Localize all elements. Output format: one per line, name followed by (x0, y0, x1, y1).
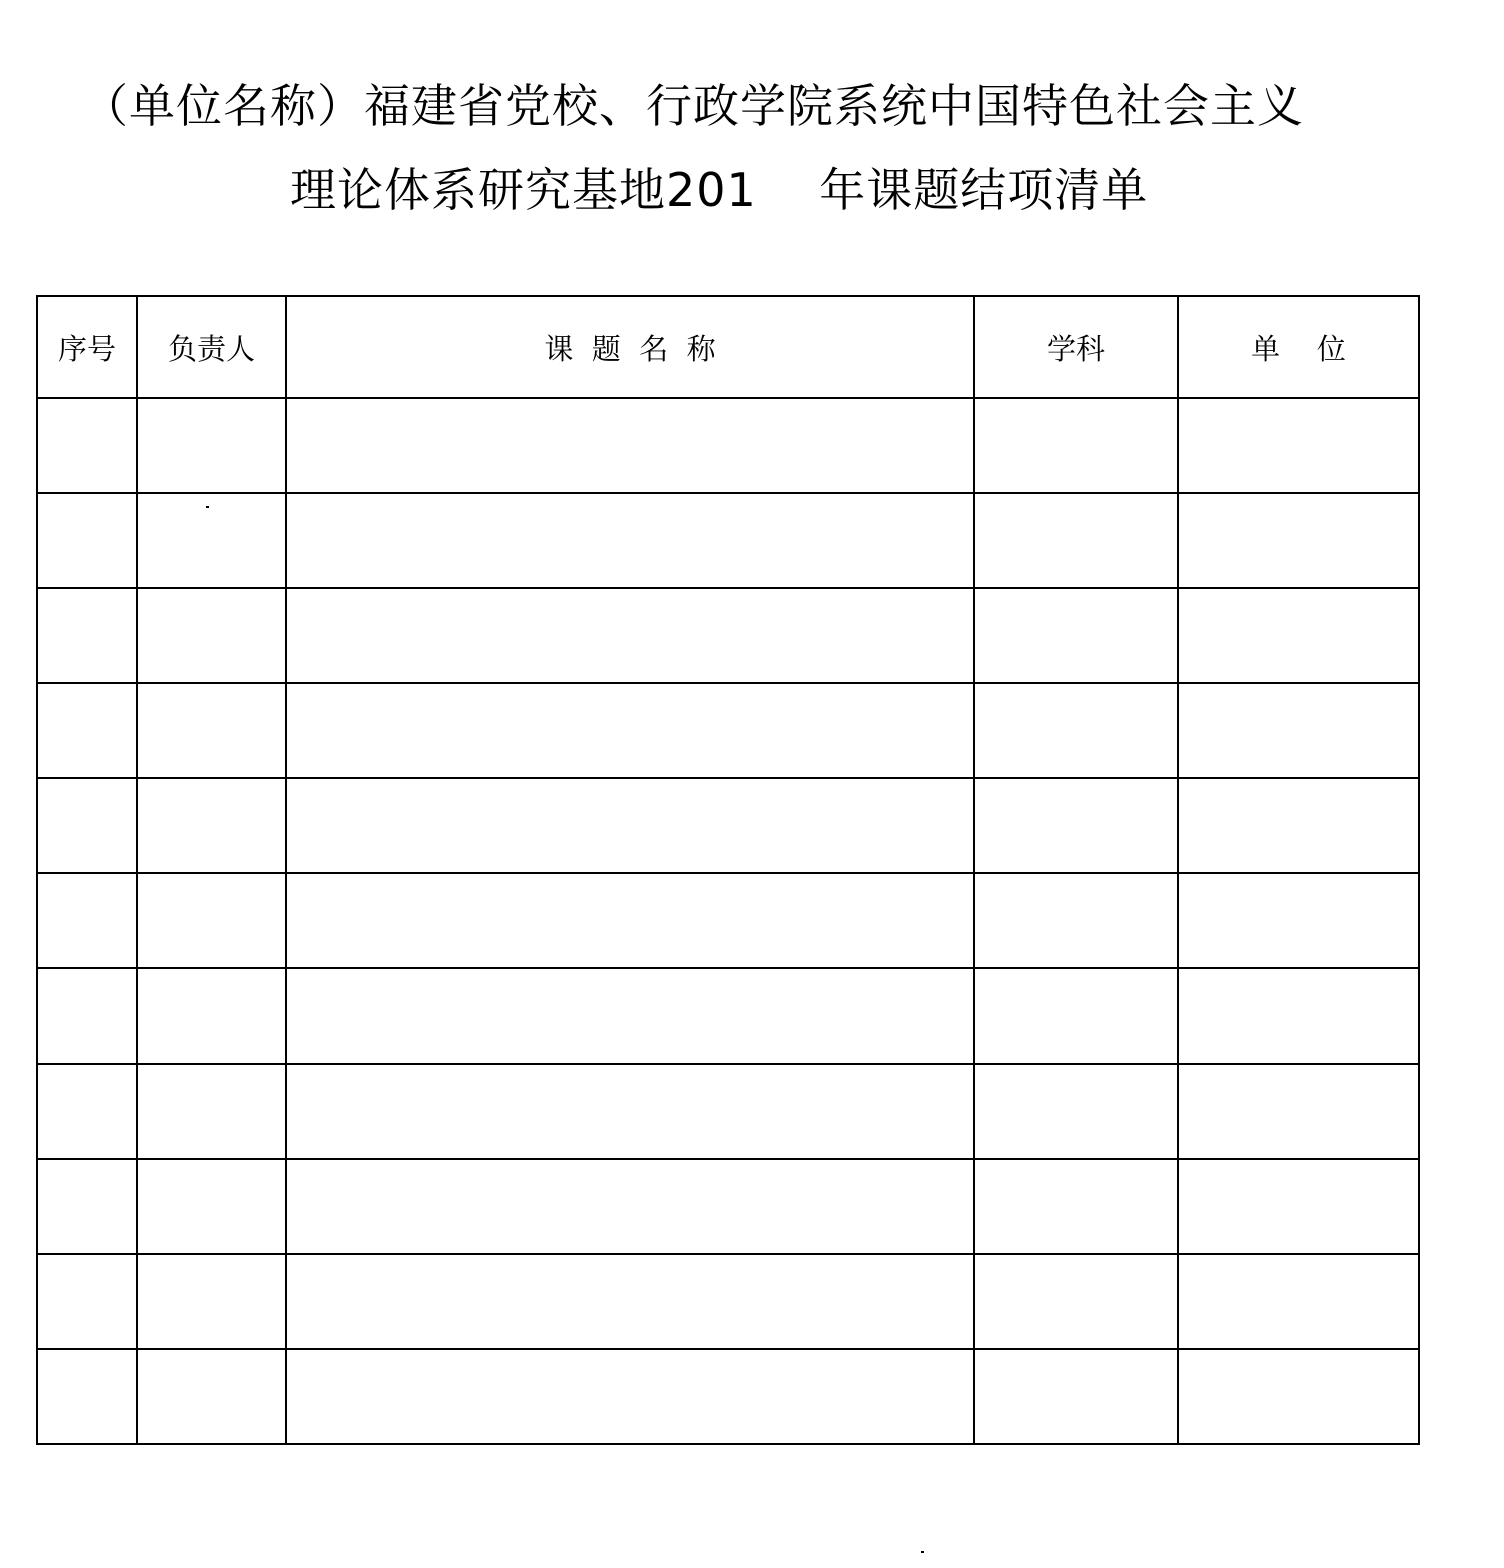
cell-unit (1178, 1254, 1419, 1349)
cell-seq (37, 493, 137, 588)
cell-topic (286, 493, 974, 588)
header-leader: 负责人 (137, 296, 286, 398)
table-row (37, 588, 1419, 683)
table-header-row (37, 296, 1419, 398)
cell-topic (286, 683, 974, 778)
cell-discipline (974, 1254, 1178, 1349)
cell-topic (286, 778, 974, 873)
cell-unit (1178, 873, 1419, 968)
cell-unit (1178, 1349, 1419, 1444)
table-body (37, 398, 1419, 1444)
cell-leader (137, 968, 286, 1063)
cell-leader (137, 873, 286, 968)
cell-topic (286, 873, 974, 968)
cell-seq (37, 968, 137, 1063)
cell-unit (1178, 683, 1419, 778)
stray-mark (921, 1551, 924, 1553)
table-row (37, 683, 1419, 778)
title-line-1: （单位名称）福建省党校、行政学院系统中国特色社会主义 (82, 79, 1304, 133)
cell-discipline (974, 398, 1178, 493)
header-seq: 序号 (37, 296, 137, 398)
cell-discipline (974, 683, 1178, 778)
cell-topic (286, 588, 974, 683)
table-row (37, 1254, 1419, 1349)
table-row (37, 1159, 1419, 1254)
cell-unit (1178, 1064, 1419, 1159)
cell-seq (37, 1254, 137, 1349)
cell-seq (37, 1064, 137, 1159)
cell-leader (137, 778, 286, 873)
cell-topic (286, 1064, 974, 1159)
table-row (37, 1064, 1419, 1159)
cell-seq (37, 1159, 137, 1254)
cell-seq (37, 873, 137, 968)
cell-seq (37, 778, 137, 873)
cell-seq (37, 398, 137, 493)
title-line-2: 理论体系研究基地201 年课题结项清单 (290, 163, 1149, 217)
cell-discipline (974, 1064, 1178, 1159)
cell-discipline (974, 1349, 1178, 1444)
cell-leader (137, 1064, 286, 1159)
cell-discipline (974, 588, 1178, 683)
cell-unit (1178, 398, 1419, 493)
cell-leader (137, 683, 286, 778)
cell-leader (137, 1159, 286, 1254)
cell-leader (137, 1349, 286, 1444)
cell-discipline (974, 1159, 1178, 1254)
table-row (37, 1349, 1419, 1444)
cell-unit (1178, 778, 1419, 873)
header-discipline: 学科 (974, 296, 1178, 398)
table-row (37, 968, 1419, 1063)
stray-mark (206, 506, 209, 508)
cell-unit (1178, 493, 1419, 588)
project-closure-table (36, 295, 1420, 1445)
table-row (37, 778, 1419, 873)
cell-leader (137, 493, 286, 588)
header-unit: 单 位 (1178, 296, 1419, 398)
cell-seq (37, 683, 137, 778)
cell-discipline (974, 968, 1178, 1063)
cell-unit (1178, 1159, 1419, 1254)
cell-seq (37, 588, 137, 683)
cell-leader (137, 398, 286, 493)
cell-unit (1178, 968, 1419, 1063)
cell-topic (286, 1349, 974, 1444)
header-topic: 课 题 名 称 (286, 296, 974, 398)
table-row (37, 493, 1419, 588)
cell-leader (137, 588, 286, 683)
cell-discipline (974, 493, 1178, 588)
cell-discipline (974, 778, 1178, 873)
cell-leader (137, 1254, 286, 1349)
cell-topic (286, 968, 974, 1063)
table-row (37, 873, 1419, 968)
cell-topic (286, 1159, 974, 1254)
cell-topic (286, 1254, 974, 1349)
table-row (37, 398, 1419, 493)
cell-unit (1178, 588, 1419, 683)
cell-seq (37, 1349, 137, 1444)
cell-topic (286, 398, 974, 493)
cell-discipline (974, 873, 1178, 968)
